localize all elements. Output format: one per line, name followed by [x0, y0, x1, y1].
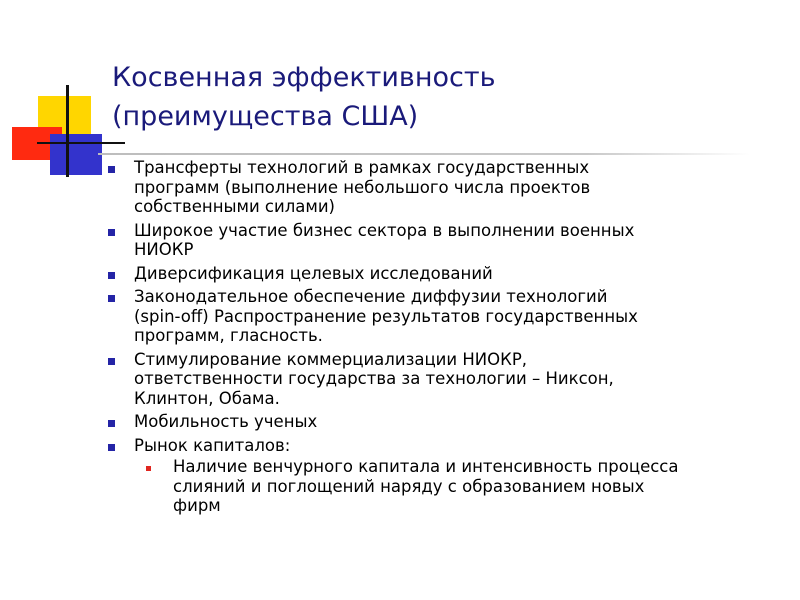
bullet-text-line: Мобильность ученых: [134, 412, 318, 431]
bullet-text-line: Законодательное обеспечение диффузии технологий: [134, 287, 608, 306]
bullet-text-line: программ (выполнение небольшого числа проектов: [134, 177, 591, 197]
bullet-item: [108, 287, 778, 346]
bullet-text-line: НИОКР: [134, 240, 194, 259]
logo-horizontal-line: [37, 142, 125, 144]
bullet-text-line: программ, гласность.: [134, 326, 323, 345]
bullet-text-line: ответственности государства за технологии – Никсон,: [134, 369, 614, 388]
bullet-text-line: (spin-off) Распространение результатов государственных: [134, 306, 638, 326]
slide-title-line: (преимущества США): [112, 101, 419, 132]
bullet-text-line: Широкое участие бизнес сектора в выполнении военных: [134, 220, 635, 240]
slide-title: [112, 58, 495, 136]
bullet-item: [108, 412, 778, 432]
logo-blue-square: [50, 134, 102, 175]
bullet-text-line: собственными силами): [134, 197, 335, 216]
slide-title-line: Косвенная эффективность: [112, 62, 496, 93]
sub-bullet-text-line: Наличие венчурного капитала и интенсивность процесса: [173, 457, 679, 476]
bullet-text-line: Рынок капиталов:: [134, 435, 291, 455]
bullet-text-line: Клинтон, Обама.: [134, 388, 280, 408]
title-underline: [98, 153, 750, 155]
bullet-item: [108, 158, 778, 217]
bullet-item: [108, 221, 778, 260]
bullet-item: [108, 264, 778, 284]
sub-bullet-item: [134, 457, 778, 516]
bullet-text-line: Диверсификация целевых исследований: [134, 263, 493, 283]
sub-bullet-text-line: слияний и поглощений наряду с образованием новых: [173, 476, 645, 496]
bullet-text-line: Трансферты технологий в рамках государственных: [134, 158, 590, 177]
bullet-text-line: Стимулирование коммерциализации НИОКР,: [134, 349, 528, 369]
bullet-item: [108, 436, 778, 516]
sub-bullet-list: [134, 457, 778, 516]
sub-bullet-text-line: фирм: [173, 496, 221, 515]
logo-vertical-line: [66, 85, 69, 177]
bullet-list: [108, 158, 778, 520]
bullet-item: [108, 350, 778, 409]
